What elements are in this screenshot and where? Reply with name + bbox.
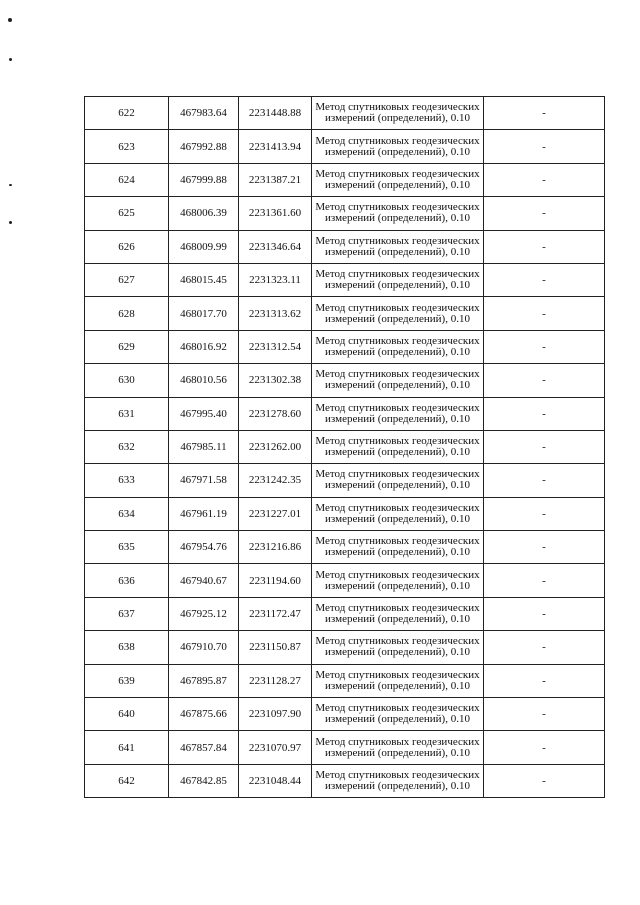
method-cell: Метод спутниковых геодезических измерений (определений), 0.10 — [312, 731, 484, 764]
note-cell: - — [484, 430, 605, 463]
table-row — [85, 731, 605, 764]
x-coordinate-cell: 467895.87 — [169, 664, 239, 697]
table-row — [85, 397, 605, 430]
table-row — [85, 564, 605, 597]
method-cell: Метод спутниковых геодезических измерений (определений), 0.10 — [312, 297, 484, 330]
x-coordinate-cell: 467995.40 — [169, 397, 239, 430]
point-number-cell: 632 — [85, 430, 169, 463]
note-cell: - — [484, 731, 605, 764]
x-coordinate-cell: 467954.76 — [169, 531, 239, 564]
scan-speck — [9, 184, 12, 186]
point-number-cell: 638 — [85, 631, 169, 664]
table-row — [85, 464, 605, 497]
y-coordinate-cell: 2231262.00 — [239, 430, 312, 463]
x-coordinate-cell: 467961.19 — [169, 497, 239, 530]
table-row — [85, 130, 605, 163]
x-coordinate-cell: 467983.64 — [169, 97, 239, 130]
note-cell: - — [484, 764, 605, 797]
x-coordinate-cell: 468006.39 — [169, 197, 239, 230]
table-row — [85, 364, 605, 397]
point-number-cell: 625 — [85, 197, 169, 230]
table-row — [85, 330, 605, 363]
point-number-cell: 624 — [85, 163, 169, 196]
y-coordinate-cell: 2231227.01 — [239, 497, 312, 530]
x-coordinate-cell: 467985.11 — [169, 430, 239, 463]
table-row — [85, 163, 605, 196]
y-coordinate-cell: 2231387.21 — [239, 163, 312, 196]
method-cell: Метод спутниковых геодезических измерений (определений), 0.10 — [312, 97, 484, 130]
x-coordinate-cell: 468016.92 — [169, 330, 239, 363]
table-row — [85, 197, 605, 230]
y-coordinate-cell: 2231302.38 — [239, 364, 312, 397]
y-coordinate-cell: 2231216.86 — [239, 531, 312, 564]
note-cell: - — [484, 330, 605, 363]
x-coordinate-cell: 467910.70 — [169, 631, 239, 664]
scan-speck — [8, 18, 12, 22]
table-row — [85, 764, 605, 797]
y-coordinate-cell: 2231413.94 — [239, 130, 312, 163]
x-coordinate-cell: 467842.85 — [169, 764, 239, 797]
method-cell: Метод спутниковых геодезических измерений (определений), 0.10 — [312, 564, 484, 597]
note-cell: - — [484, 230, 605, 263]
scan-speck — [9, 221, 12, 224]
y-coordinate-cell: 2231048.44 — [239, 764, 312, 797]
y-coordinate-cell: 2231242.35 — [239, 464, 312, 497]
note-cell: - — [484, 564, 605, 597]
x-coordinate-cell: 467940.67 — [169, 564, 239, 597]
table-row — [85, 531, 605, 564]
method-cell: Метод спутниковых геодезических измерений (определений), 0.10 — [312, 230, 484, 263]
method-cell: Метод спутниковых геодезических измерений (определений), 0.10 — [312, 130, 484, 163]
method-cell: Метод спутниковых геодезических измерений (определений), 0.10 — [312, 430, 484, 463]
table-row — [85, 664, 605, 697]
method-cell: Метод спутниковых геодезических измерений (определений), 0.10 — [312, 664, 484, 697]
method-cell: Метод спутниковых геодезических измерений (определений), 0.10 — [312, 364, 484, 397]
note-cell: - — [484, 597, 605, 630]
y-coordinate-cell: 2231361.60 — [239, 197, 312, 230]
note-cell: - — [484, 497, 605, 530]
point-number-cell: 640 — [85, 698, 169, 731]
note-cell: - — [484, 531, 605, 564]
table-row — [85, 698, 605, 731]
method-cell: Метод спутниковых геодезических измерений (определений), 0.10 — [312, 197, 484, 230]
note-cell: - — [484, 664, 605, 697]
note-cell: - — [484, 397, 605, 430]
y-coordinate-cell: 2231172.47 — [239, 597, 312, 630]
x-coordinate-cell: 467925.12 — [169, 597, 239, 630]
x-coordinate-cell: 468010.56 — [169, 364, 239, 397]
table-row — [85, 597, 605, 630]
method-cell: Метод спутниковых геодезических измерений (определений), 0.10 — [312, 497, 484, 530]
point-number-cell: 636 — [85, 564, 169, 597]
note-cell: - — [484, 163, 605, 196]
y-coordinate-cell: 2231278.60 — [239, 397, 312, 430]
point-number-cell: 626 — [85, 230, 169, 263]
point-number-cell: 642 — [85, 764, 169, 797]
y-coordinate-cell: 2231313.62 — [239, 297, 312, 330]
note-cell: - — [484, 464, 605, 497]
table-row — [85, 230, 605, 263]
point-number-cell: 629 — [85, 330, 169, 363]
coordinates-table — [84, 96, 605, 798]
y-coordinate-cell: 2231312.54 — [239, 330, 312, 363]
x-coordinate-cell: 468017.70 — [169, 297, 239, 330]
point-number-cell: 633 — [85, 464, 169, 497]
point-number-cell: 628 — [85, 297, 169, 330]
table-row — [85, 97, 605, 130]
note-cell: - — [484, 631, 605, 664]
note-cell: - — [484, 297, 605, 330]
y-coordinate-cell: 2231346.64 — [239, 230, 312, 263]
y-coordinate-cell: 2231150.87 — [239, 631, 312, 664]
method-cell: Метод спутниковых геодезических измерений (определений), 0.10 — [312, 464, 484, 497]
point-number-cell: 630 — [85, 364, 169, 397]
point-number-cell: 637 — [85, 597, 169, 630]
point-number-cell: 622 — [85, 97, 169, 130]
y-coordinate-cell: 2231323.11 — [239, 263, 312, 296]
y-coordinate-cell: 2231448.88 — [239, 97, 312, 130]
note-cell: - — [484, 698, 605, 731]
note-cell: - — [484, 130, 605, 163]
method-cell: Метод спутниковых геодезических измерений (определений), 0.10 — [312, 330, 484, 363]
table-body — [85, 97, 605, 798]
x-coordinate-cell: 467971.58 — [169, 464, 239, 497]
y-coordinate-cell: 2231128.27 — [239, 664, 312, 697]
table-row — [85, 297, 605, 330]
x-coordinate-cell: 467992.88 — [169, 130, 239, 163]
x-coordinate-cell: 468015.45 — [169, 263, 239, 296]
method-cell: Метод спутниковых геодезических измерений (определений), 0.10 — [312, 397, 484, 430]
table-row — [85, 263, 605, 296]
point-number-cell: 641 — [85, 731, 169, 764]
y-coordinate-cell: 2231070.97 — [239, 731, 312, 764]
method-cell: Метод спутниковых геодезических измерений (определений), 0.10 — [312, 263, 484, 296]
table-row — [85, 430, 605, 463]
method-cell: Метод спутниковых геодезических измерений (определений), 0.10 — [312, 764, 484, 797]
note-cell: - — [484, 197, 605, 230]
x-coordinate-cell: 467999.88 — [169, 163, 239, 196]
y-coordinate-cell: 2231097.90 — [239, 698, 312, 731]
point-number-cell: 634 — [85, 497, 169, 530]
table-row — [85, 497, 605, 530]
point-number-cell: 623 — [85, 130, 169, 163]
point-number-cell: 639 — [85, 664, 169, 697]
point-number-cell: 627 — [85, 263, 169, 296]
point-number-cell: 635 — [85, 531, 169, 564]
y-coordinate-cell: 2231194.60 — [239, 564, 312, 597]
note-cell: - — [484, 263, 605, 296]
method-cell: Метод спутниковых геодезических измерений (определений), 0.10 — [312, 631, 484, 664]
note-cell: - — [484, 97, 605, 130]
point-number-cell: 631 — [85, 397, 169, 430]
note-cell: - — [484, 364, 605, 397]
table-row — [85, 631, 605, 664]
scan-speck — [9, 58, 12, 61]
method-cell: Метод спутниковых геодезических измерений (определений), 0.10 — [312, 163, 484, 196]
method-cell: Метод спутниковых геодезических измерений (определений), 0.10 — [312, 531, 484, 564]
x-coordinate-cell: 468009.99 — [169, 230, 239, 263]
x-coordinate-cell: 467875.66 — [169, 698, 239, 731]
method-cell: Метод спутниковых геодезических измерений (определений), 0.10 — [312, 597, 484, 630]
x-coordinate-cell: 467857.84 — [169, 731, 239, 764]
method-cell: Метод спутниковых геодезических измерений (определений), 0.10 — [312, 698, 484, 731]
